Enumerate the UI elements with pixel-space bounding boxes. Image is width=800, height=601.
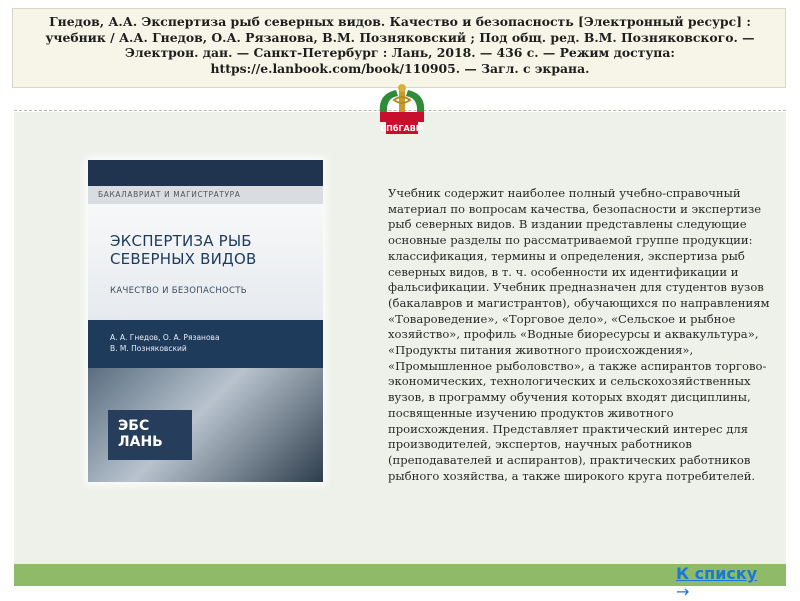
cover-top-band xyxy=(88,160,323,186)
cover-authors-line1: А. А. Гнедов, О. А. Рязанова xyxy=(110,333,220,342)
cover-title-line1: ЭКСПЕРТИЗА РЫБ xyxy=(110,232,252,250)
ebs-line1: ЭБС xyxy=(118,418,150,434)
ebs-lan-text xyxy=(118,418,163,450)
footer-bar xyxy=(14,564,786,586)
citation-text: Гнедов, А.А. Экспертиза рыб северных видов. Качество и безопасность [Электронный ресурс] : учебник / А.А. Гнедов, О.А. Рязанова, В.М. Позняковский ; Под общ. ред. В.М. Позняковского. — Электрон. дан. — Санкт-Петербург : Лань, 2018. — 436 с. — Режим доступа: https://e.lanbook.com/book/110905. — Загл. с экрана. xyxy=(45,14,755,76)
cover-title xyxy=(110,232,310,268)
university-emblem-icon xyxy=(372,82,432,138)
cover-authors xyxy=(110,332,300,354)
book-cover xyxy=(88,160,323,482)
logo-text: СПбГАВМ xyxy=(380,124,424,133)
book-description: Учебник содержит наиболее полный учебно-справочный материал по вопросам качества, безопасности и экспертизе рыб северных видов. В издании представлены следующие основные разделы по рассматриваемой группе продукции: классификация, термины и определения, экспертиза рыб северных видов, в т. ч. особенности их идентификации и фальсификации. Учебник предназначен для студентов вузов (бакалавров и магистрантов), обучающихся по направлениям «Товароведение», «Торговое дело», «Сельское и рыбное хозяйство», профиль «Водные биоресурсы и аквакультура», «Продукты питания животного происхождения», «Промышленное рыболовство», а также аспирантов торгово-экономических, технологических и сельскохозяйственных вузов, в программу обучения которых входят дисциплины, посвященные изучению продуктов животного происхождения. Представляет практический интерес для производителей, экспертов, научных работников (преподавателей и аспирантов), практических работников рыбного хозяйства, а также широкого круга потребителей. xyxy=(388,186,770,483)
cover-authors-line2: В. М. Позняковский xyxy=(110,344,187,353)
cover-series: БАКАЛАВРИАТ И МАГИСТРАТУРА xyxy=(88,186,323,204)
arrow-right-icon[interactable]: → xyxy=(676,582,690,601)
cover-subtitle: КАЧЕСТВО И БЕЗОПАСНОСТЬ xyxy=(110,286,247,296)
ebs-line2: ЛАНЬ xyxy=(118,434,163,450)
cover-title-line2: СЕВЕРНЫХ ВИДОВ xyxy=(110,250,257,268)
back-to-list-link[interactable]: К списку xyxy=(676,564,758,583)
